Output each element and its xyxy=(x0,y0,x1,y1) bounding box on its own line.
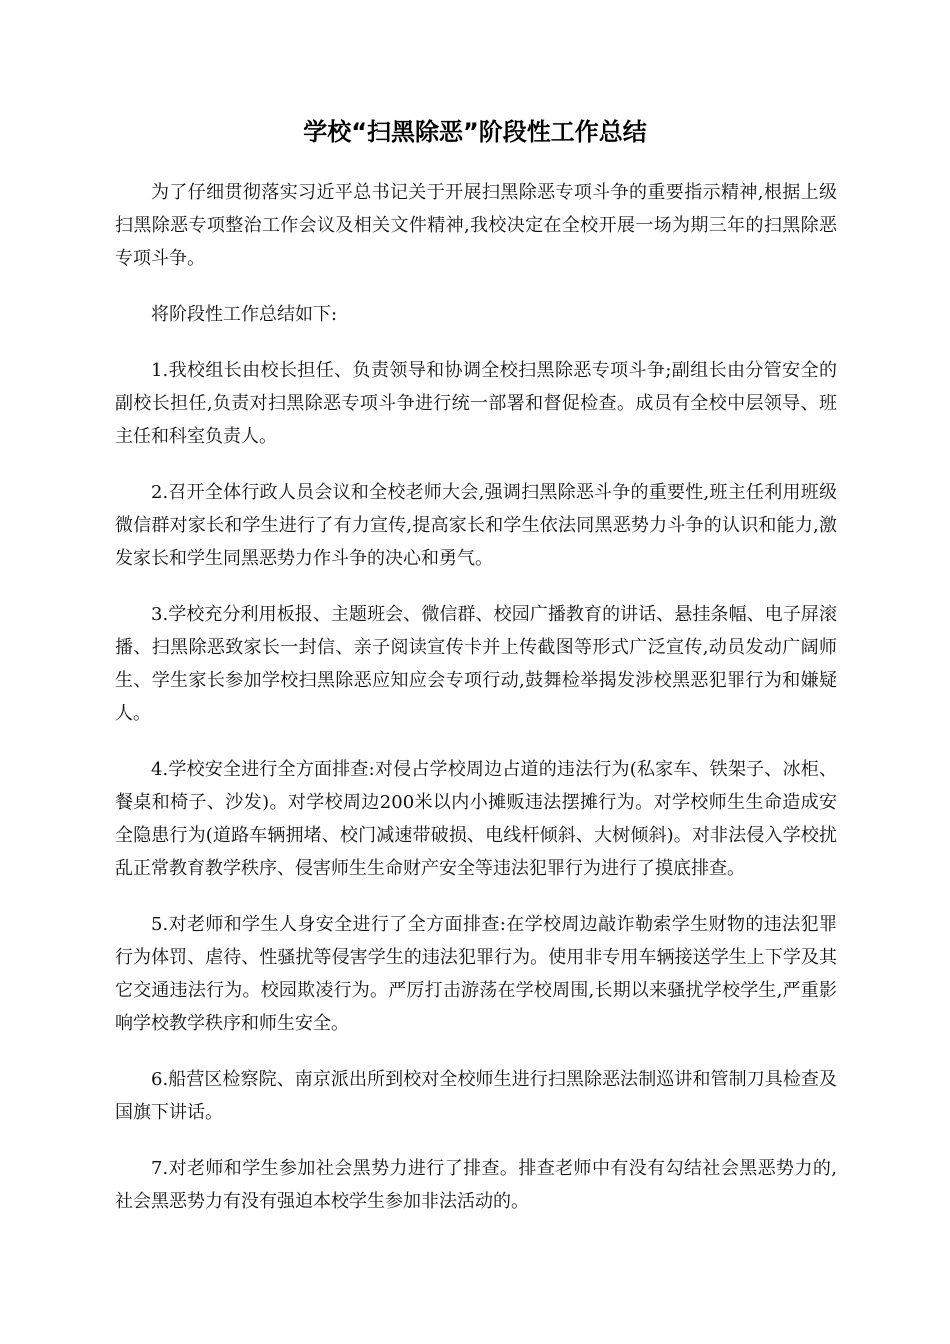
paragraph-item-3: 3.学校充分利用板报、主题班会、微信群、校园广播教育的讲话、悬挂条幅、电子屏滚播、扫黑除恶致家长一封信、亲子阅读宣传卡并上传截图等形式广泛宣传,动员发动广阔师生、学生家长参加学校扫黑除恶应知应会专项行动,鼓舞检举揭发涉校黑恶犯罪行为和嫌疑人。 xyxy=(115,604,837,724)
paragraph-item-7: 7.对老师和学生参加社会黑势力进行了排查。排查老师中有没有勾结社会黑恶势力的,社会黑恶势力有没有强迫本校学生参加非法活动的。 xyxy=(115,1158,837,1212)
paragraph-intro: 为了仔细贯彻落实习近平总书记关于开展扫黑除恶专项斗争的重要指示精神,根据上级扫黑除恶专项整治工作会议及相关文件精神,我校决定在全校开展一场为期三年的扫黑除恶专项斗争。 xyxy=(115,182,837,269)
paragraph-summary-lead: 将阶段性工作总结如下: xyxy=(151,304,338,325)
paragraph-item-2: 2.召开全体行政人员会议和全校老师大会,强调扫黑除恶斗争的重要性,班主任利用班级微信群对家长和学生进行了有力宣传,提高家长和学生依法同黑恶势力斗争的认识和能力,激发家长和学生同黑恶势力作斗争的决心和勇气。 xyxy=(115,482,837,569)
paragraph-item-1: 1.我校组长由校长担任、负责领导和协调全校扫黑除恶专项斗争;副组长由分管安全的副校长担任,负责对扫黑除恶专项斗争进行统一部署和督促检查。成员有全校中层领导、班主任和科室负责人。 xyxy=(115,360,837,447)
document-title: 学校“扫黑除恶”阶段性工作总结 xyxy=(303,118,647,146)
document-body xyxy=(115,176,837,1241)
paragraph-item-4: 4.学校安全进行全方面排查:对侵占学校周边占道的违法行为(私家车、铁架子、冰柜、餐桌和椅子、沙发)。对学校周边200米以内小摊贩违法摆摊行为。对学校师生生命造成安全隐患行为(道路车辆拥堵、校门减速带破损、电线杆倾斜、大树倾斜)。对非法侵入学校扰乱正常教育教学秩序、侵害师生生命财产安全等违法犯罪行为进行了摸底排查。 xyxy=(115,759,837,879)
paragraph-item-5: 5.对老师和学生人身安全进行了全方面排查:在学校周边敲诈勒索学生财物的违法犯罪行为体罚、虐待、性骚扰等侵害学生的违法犯罪行为。使用非专用车辆接送学生上下学及其它交通违法行为。校园欺凌行为。严厉打击游荡在学校周围,长期以来骚扰学校学生,严重影响学校教学秩序和师生安全。 xyxy=(115,914,837,1034)
paragraph-item-6: 6.船营区检察院、南京派出所到校对全校师生进行扫黑除恶法制巡讲和管制刀具检查及国旗下讲话。 xyxy=(115,1069,837,1123)
